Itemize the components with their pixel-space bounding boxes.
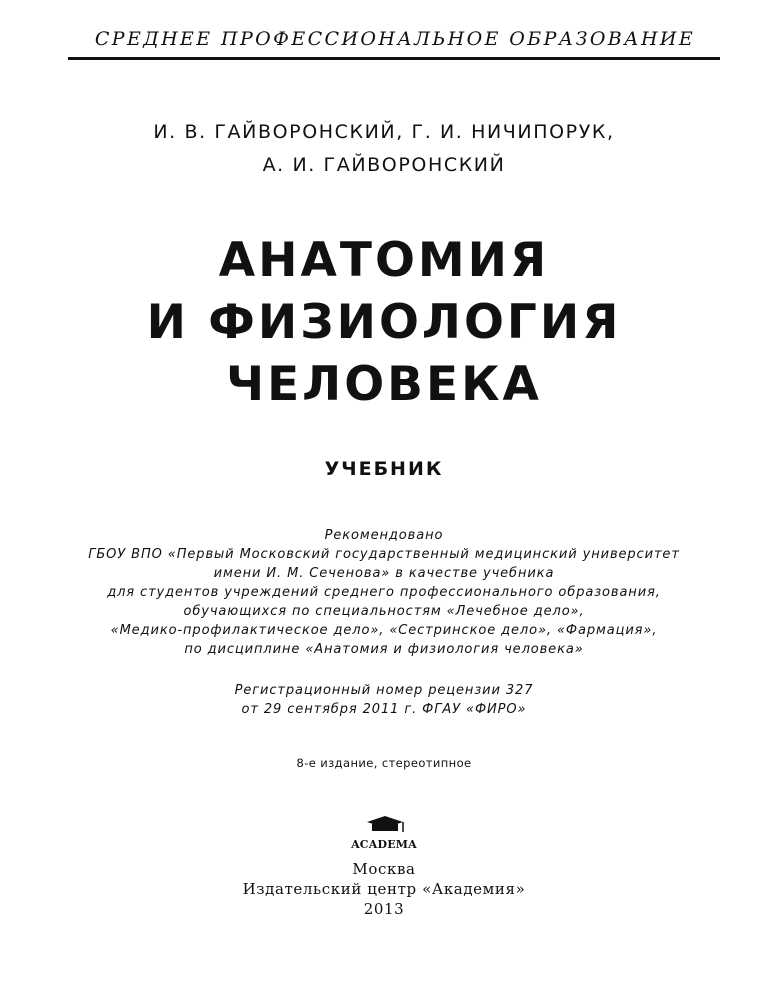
mortarboard-base — [372, 824, 398, 831]
book-title-line-2: И ФИЗИОЛОГИЯ — [146, 295, 622, 350]
recommendation-line: обучающихся по специальностям «Лечебное дело», — [183, 604, 585, 619]
registration-line: от 29 сентября 2011 г. ФГАУ «ФИРО» — [241, 702, 527, 717]
book-title-line-1: АНАТОМИЯ — [218, 233, 550, 288]
header-rule — [68, 57, 720, 60]
authors-line-1: И. В. ГАЙВОРОНСКИЙ, Г. И. НИЧИПОРУК, — [153, 121, 615, 143]
publisher-name: Издательский центр «Академия» — [242, 880, 526, 898]
recommendation-line: Рекомендовано — [324, 528, 444, 543]
series-title: СРЕДНЕЕ ПРОФЕССИОНАЛЬНОЕ ОБРАЗОВАНИЕ — [94, 28, 696, 50]
recommendation-line: ГБОУ ВПО «Первый Московский государственный медицинский университет — [88, 547, 680, 562]
registration-line: Регистрационный номер рецензии 327 — [234, 683, 534, 698]
recommendation-line: «Медико-профилактическое дело», «Сестринское дело», «Фармация», — [110, 623, 658, 638]
publisher-city: Москва — [352, 860, 416, 878]
book-type: УЧЕБНИК — [324, 458, 444, 480]
logo-wordmark: ACADEMA — [351, 838, 417, 851]
authors-line-2: А. И. ГАЙВОРОНСКИЙ — [262, 154, 506, 176]
recommendation-line: для студентов учреждений среднего профессионального образования, — [107, 585, 661, 600]
book-title-line-3: ЧЕЛОВЕКА — [226, 357, 542, 412]
publication-year: 2013 — [363, 900, 405, 918]
recommendation-line: по дисциплине «Анатомия и физиология человека» — [184, 642, 584, 657]
edition-note: 8-е издание, стереотипное — [296, 756, 472, 770]
recommendation-line: имени И. М. Сеченова» в качестве учебника — [213, 566, 555, 581]
